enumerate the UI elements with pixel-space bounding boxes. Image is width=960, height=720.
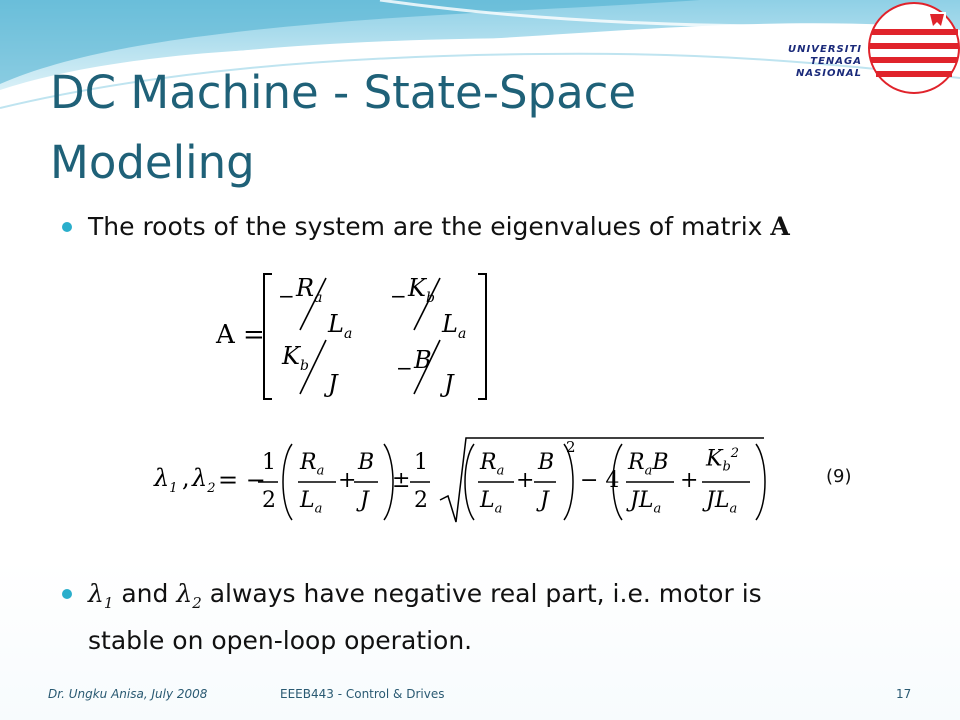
slide-title	[50, 58, 750, 198]
matrix-cell-22-sign: −	[396, 356, 413, 380]
matrix-cell-12-sign: −	[390, 284, 407, 308]
bullet1-text: The roots of the system are the eigenvalues of matrix	[88, 212, 763, 241]
footer-page-number: 17	[896, 687, 912, 701]
matrix-cell-21-den: J	[328, 370, 338, 398]
bullet2-text-line2: stable on open-loop operation.	[88, 626, 473, 655]
footer-author: Dr. Ungku Anisa, July 2008	[48, 687, 208, 701]
logo-text-line1: UNIVERSITI	[788, 44, 862, 55]
slide-title-line1: DC Machine - State-Space	[50, 66, 637, 119]
matrix-cell-11-num: $R_a$	[296, 274, 323, 306]
logo-text-line2: TENAGA	[810, 56, 862, 67]
eq-lambda2: $\lambda_2$	[192, 464, 216, 496]
bullet-dot-icon	[62, 589, 72, 599]
bullet1-matrix-symbol: A	[770, 212, 790, 241]
logo-text-line3: NASIONAL	[795, 68, 862, 79]
eq-equals-minus: = −	[218, 466, 266, 494]
eq-comma: ,	[182, 464, 190, 492]
matrix-cell-12-num: $K_b$	[408, 274, 435, 306]
footer-course: EEEB443 - Control & Drives	[280, 687, 445, 701]
matrix-cell-11-sign: −	[278, 284, 295, 308]
matrix-cell-22-den: J	[444, 370, 454, 398]
matrix-a-equation	[210, 270, 500, 405]
university-logo-text	[752, 44, 862, 80]
slide-title-line2: Modeling	[50, 136, 255, 189]
bullet2-and: and	[113, 579, 177, 608]
matrix-a-label: A =	[216, 320, 265, 350]
bullet2-lambda2: $\lambda_2$	[176, 579, 202, 612]
bullet2-lambda1: $\lambda_1$	[88, 579, 114, 612]
bullet-dot-icon	[62, 222, 72, 232]
equation-number: (9)	[826, 466, 852, 487]
matrix-cell-22-num: B	[414, 346, 432, 374]
university-logo-emblem	[866, 2, 960, 94]
matrix-cell-11-den: $L_a$	[328, 310, 353, 342]
eq-lambda1: $\lambda_1$	[154, 464, 178, 496]
eigenvalue-equation: $\lambda_1$ , $\lambda_2$ = − 1 2 $R_a$ $L_a$ + B J ± 1 2 $R_a$ $L_a$ + B J 2 − 4 $R_aB$ $JL_a$ + $K_b^2$ $JL_a$	[152, 430, 782, 530]
matrix-cell-21-num: $K_b$	[282, 342, 309, 374]
bullet2-text-line1: always have negative real part, i.e. motor is	[201, 579, 762, 608]
matrix-cell-12-den: $L_a$	[442, 310, 467, 342]
